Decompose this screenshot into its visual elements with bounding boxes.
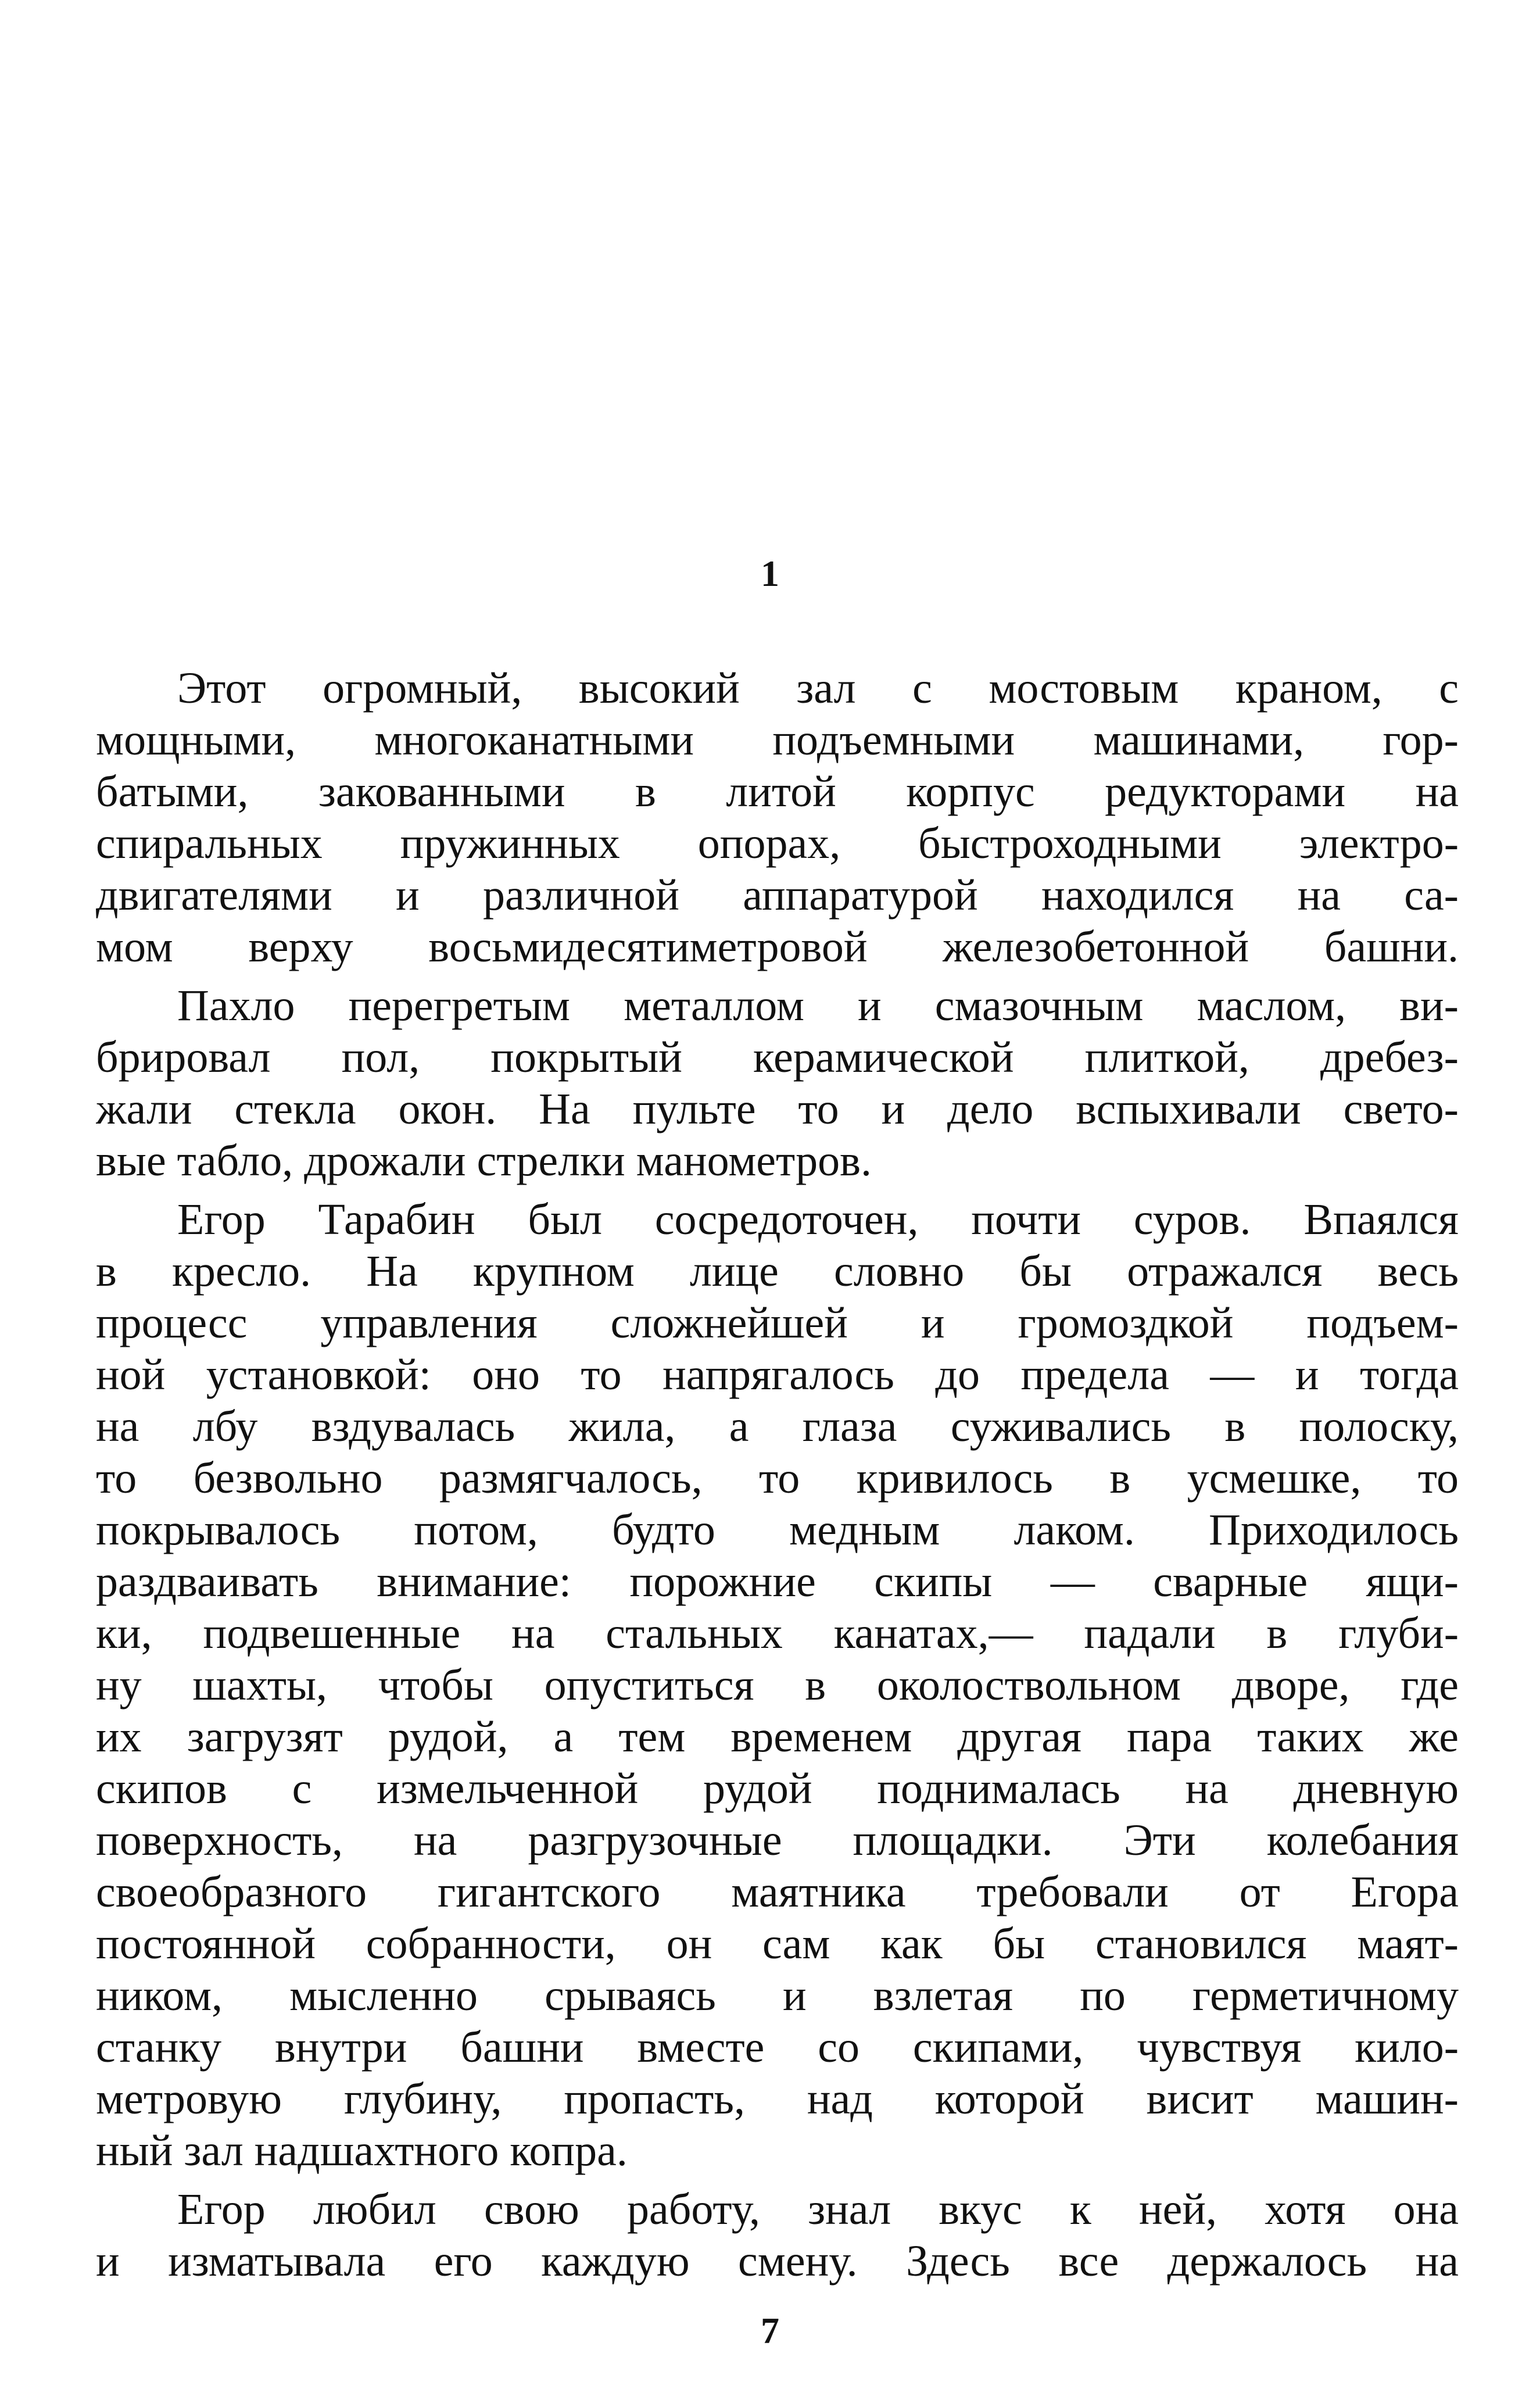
text-line: поверхность, на разгрузочные площадки. Эти колебания xyxy=(96,1816,1459,1865)
text-line: постоянной собранности, он сам как бы становился маят- xyxy=(96,1919,1459,1968)
text-line: двигателями и различной аппаратурой находился на са- xyxy=(96,871,1459,920)
text-line: ну шахты, чтобы опуститься в околоствольном дворе, где xyxy=(96,1661,1459,1710)
text-line: раздваивать внимание: порожние скипы — сварные ящи- xyxy=(96,1557,1459,1606)
text-line: ки, подвешенные на стальных канатах,— падали в глуби- xyxy=(96,1609,1459,1658)
page-number: 7 xyxy=(761,2310,779,2351)
text-line: ный зал надшахтного копра. xyxy=(96,2126,628,2175)
text-line: и изматывала его каждую смену. Здесь все держалось на xyxy=(96,2237,1459,2286)
text-line: процесс управления сложнейшей и громоздкой подъем- xyxy=(96,1299,1459,1347)
text-line: спиральных пружинных опорах, быстроходными электро- xyxy=(96,819,1459,868)
text-line: своеобразного гигантского маятника требовали от Егора xyxy=(96,1868,1459,1916)
text-line: станку внутри башни вместе со скипами, чувствуя кило- xyxy=(96,2023,1459,2072)
text-line: ной установкой: оно то напрягалось до предела — и тогда xyxy=(96,1350,1459,1399)
text-line: Этот огромный, высокий зал с мостовым краном, с xyxy=(177,664,1459,713)
text-line: мощными, многоканатными подъемными машинами, гор- xyxy=(96,716,1459,764)
text-line: метровую глубину, пропасть, над которой висит машин- xyxy=(96,2075,1459,2123)
text-line: то безвольно размягчалось, то кривилось в усмешке, то xyxy=(96,1454,1459,1503)
text-line: скипов с измельченной рудой поднималась на дневную xyxy=(96,1764,1459,1813)
text-line: батыми, закованными в литой корпус редукторами на xyxy=(96,767,1459,816)
text-line: Егор любил свою работу, знал вкус к ней, хотя она xyxy=(177,2185,1459,2234)
text-line: брировал пол, покрытый керамической плиткой, дребез- xyxy=(96,1033,1459,1082)
text-line: их загрузят рудой, а тем временем другая пара таких же xyxy=(96,1712,1459,1761)
text-line: вые табло, дрожали стрелки манометров. xyxy=(96,1136,872,1185)
text-line: в кресло. На крупном лице словно бы отражался весь xyxy=(96,1247,1459,1296)
text-line: на лбу вздувалась жила, а глаза суживались в полоску, xyxy=(96,1402,1459,1451)
text-line: жали стекла окон. На пульте то и дело вспыхивали свето- xyxy=(96,1085,1459,1133)
text-line: мом верху восьмидесятиметровой железобетонной башни. xyxy=(96,922,1459,971)
text-line: ником, мысленно срываясь и взлетая по герметичному xyxy=(96,1971,1459,2020)
text-line: покрывалось потом, будто медным лаком. Приходилось xyxy=(96,1505,1459,1554)
text-line: Пахло перегретым металлом и смазочным маслом, ви- xyxy=(177,981,1459,1030)
body-text xyxy=(96,663,1459,2287)
text-line: Егор Тарабин был сосредоточен, почти суров. Впаялся xyxy=(177,1195,1459,1244)
chapter-number: 1 xyxy=(761,553,779,594)
